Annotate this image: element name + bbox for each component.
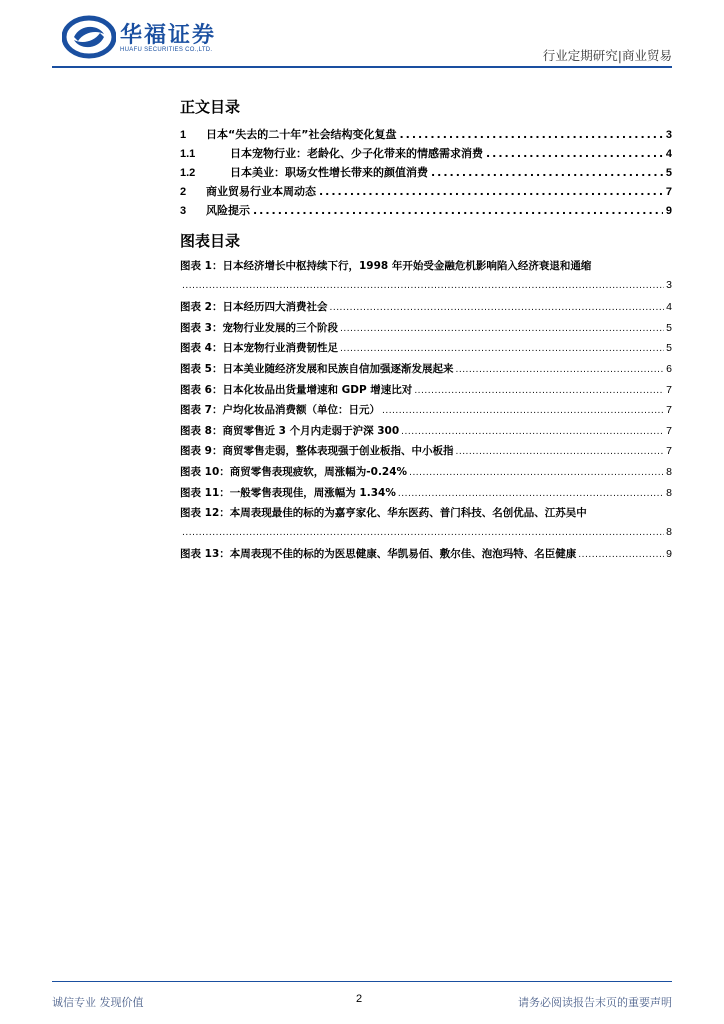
report-type: 行业定期研究|商业贸易	[542, 48, 672, 63]
figure-label: 图表 1：	[180, 260, 223, 272]
dot-leader	[409, 468, 664, 478]
figure-page-number: 8	[666, 525, 672, 538]
figure-list	[180, 258, 672, 567]
figure-title: 一般零售表现佳，周涨幅为 1.34%	[229, 486, 396, 499]
figure-label: 图表 7：	[180, 404, 223, 417]
figure-label: 图表 13：	[180, 548, 230, 561]
figure-page-number: 7	[666, 445, 672, 458]
figure-entry[interactable]	[180, 464, 672, 485]
dot-leader	[340, 344, 664, 354]
dot-leader	[182, 281, 664, 291]
toc-text: 日本宠物行业：老龄化、少子化带来的情感需求消费	[230, 147, 483, 160]
toc-text: 风险提示	[206, 204, 250, 217]
figure-page-number: 8	[666, 465, 672, 478]
figure-page-number: 8	[666, 486, 672, 499]
dot-leader	[455, 447, 664, 457]
footer-disclaimer: 请务必阅读报告末页的重要声明	[518, 996, 672, 1009]
figure-title: 日本经历四大消费社会	[222, 301, 328, 314]
toc-number: 1.2	[180, 167, 196, 179]
dot-leader	[431, 166, 663, 179]
figure-entry-continuation[interactable]	[180, 526, 672, 547]
toc-number: 3	[180, 205, 187, 217]
footer-divider	[52, 981, 672, 982]
toc-entry[interactable]	[180, 145, 672, 164]
figure-entry-continuation[interactable]	[180, 279, 672, 300]
toc-number: 1	[180, 129, 187, 141]
figure-page-number: 7	[666, 383, 672, 396]
figure-page-number: 6	[666, 362, 672, 375]
toc-page-number: 9	[665, 205, 672, 217]
figure-title: 商贸零售走弱，整体表现强于创业板指、中小板指	[222, 445, 454, 458]
figure-entry[interactable]	[180, 546, 672, 567]
toc-title: 正文目录	[180, 98, 241, 116]
logo-chinese-name: 华福证券	[120, 23, 217, 48]
figure-entry[interactable]	[180, 258, 672, 279]
figure-label: 图表 11：	[180, 486, 230, 499]
figure-title: 商贸零售表现疲软，周涨幅为-0.24%	[229, 465, 408, 478]
figure-label: 图表 4：	[180, 342, 223, 355]
dot-leader	[329, 303, 664, 313]
toc-entry[interactable]	[180, 126, 672, 145]
footer-slogan: 诚信专业 发现价值	[52, 996, 144, 1009]
figure-title: 日本经济增长中枢持续下行，1998 年开始受金融危机影响陷入经济衰退和通缩	[222, 260, 592, 272]
toc-number: 2	[180, 186, 187, 198]
figure-label: 图表 2：	[180, 301, 223, 314]
toc-page-number: 7	[665, 186, 672, 198]
figure-title: 日本美业随经济发展和民族自信加强逐渐发展起来	[222, 362, 454, 375]
figure-title: 日本宠物行业消费韧性足	[222, 342, 338, 355]
figure-entry[interactable]	[180, 320, 672, 341]
toc-entry[interactable]	[180, 164, 672, 183]
dot-leader	[401, 427, 664, 437]
figure-title: 本周表现最佳的标的为嘉亨家化、华东医药、普门科技、名创优品、江苏吴中	[229, 507, 587, 520]
figure-title: 商贸零售近 3 个月内走弱于沪深 300	[222, 424, 400, 437]
figure-entry[interactable]	[180, 505, 672, 526]
figures-title: 图表目录	[180, 232, 241, 250]
figure-page-number: 7	[666, 424, 672, 437]
toc-page-number: 5	[665, 167, 672, 179]
table-of-contents	[180, 126, 672, 221]
figure-label: 图表 12：	[180, 507, 230, 520]
figure-label: 图表 10：	[180, 465, 230, 478]
figure-entry[interactable]	[180, 382, 672, 403]
dot-leader	[486, 147, 663, 160]
figure-label: 图表 9：	[180, 445, 223, 458]
toc-text: 日本“失去的二十年”社会结构变化复盘	[206, 128, 397, 141]
figure-page-number: 9	[666, 548, 672, 561]
figure-page-number: 7	[666, 404, 672, 417]
toc-entry[interactable]	[180, 202, 672, 221]
dot-leader	[414, 386, 664, 396]
toc-entry[interactable]	[180, 183, 672, 202]
figure-label: 图表 8：	[180, 424, 223, 437]
toc-page-number: 3	[665, 129, 672, 141]
dot-leader	[455, 365, 664, 375]
figure-page-number: 3	[666, 278, 672, 291]
figure-entry[interactable]	[180, 423, 672, 444]
company-logo	[62, 14, 262, 60]
dot-leader	[578, 550, 664, 560]
figure-title: 宠物行业发展的三个阶段	[222, 321, 338, 334]
dot-leader	[253, 204, 663, 217]
figure-entry[interactable]	[180, 443, 672, 464]
logo-emblem-icon	[62, 14, 116, 60]
toc-number: 1.1	[180, 148, 196, 160]
toc-page-number: 4	[665, 148, 672, 160]
figure-label: 图表 3：	[180, 321, 223, 334]
dot-leader	[382, 406, 664, 416]
logo-english-name: HUAFU SECURITIES CO.,LTD.	[120, 47, 213, 53]
figure-entry[interactable]	[180, 340, 672, 361]
page-number: 2	[356, 993, 363, 1005]
figure-title: 户均化妆品消费额（单位：日元）	[222, 404, 380, 417]
figure-title: 本周表现不佳的标的为医思健康、华凯易佰、敷尔佳、泡泡玛特、名臣健康	[229, 548, 577, 561]
figure-entry[interactable]	[180, 361, 672, 382]
dot-leader	[399, 128, 662, 141]
dot-leader	[340, 324, 664, 334]
toc-text: 商业贸易行业本周动态	[206, 185, 316, 198]
figure-page-number: 5	[666, 342, 672, 355]
dot-leader	[182, 528, 664, 538]
dot-leader	[398, 489, 664, 499]
figure-entry[interactable]	[180, 402, 672, 423]
figure-label: 图表 5：	[180, 362, 223, 375]
header-divider	[52, 66, 672, 68]
figure-entry[interactable]	[180, 485, 672, 506]
dot-leader	[319, 185, 663, 198]
figure-label: 图表 6：	[180, 383, 223, 396]
figure-page-number: 4	[666, 301, 672, 314]
page-header	[0, 0, 724, 70]
figure-title: 日本化妆品出货量增速和 GDP 增速比对	[222, 383, 413, 396]
figure-entry[interactable]	[180, 299, 672, 320]
toc-text: 日本美业：职场女性增长带来的颜值消费	[230, 166, 428, 179]
figure-page-number: 5	[666, 321, 672, 334]
